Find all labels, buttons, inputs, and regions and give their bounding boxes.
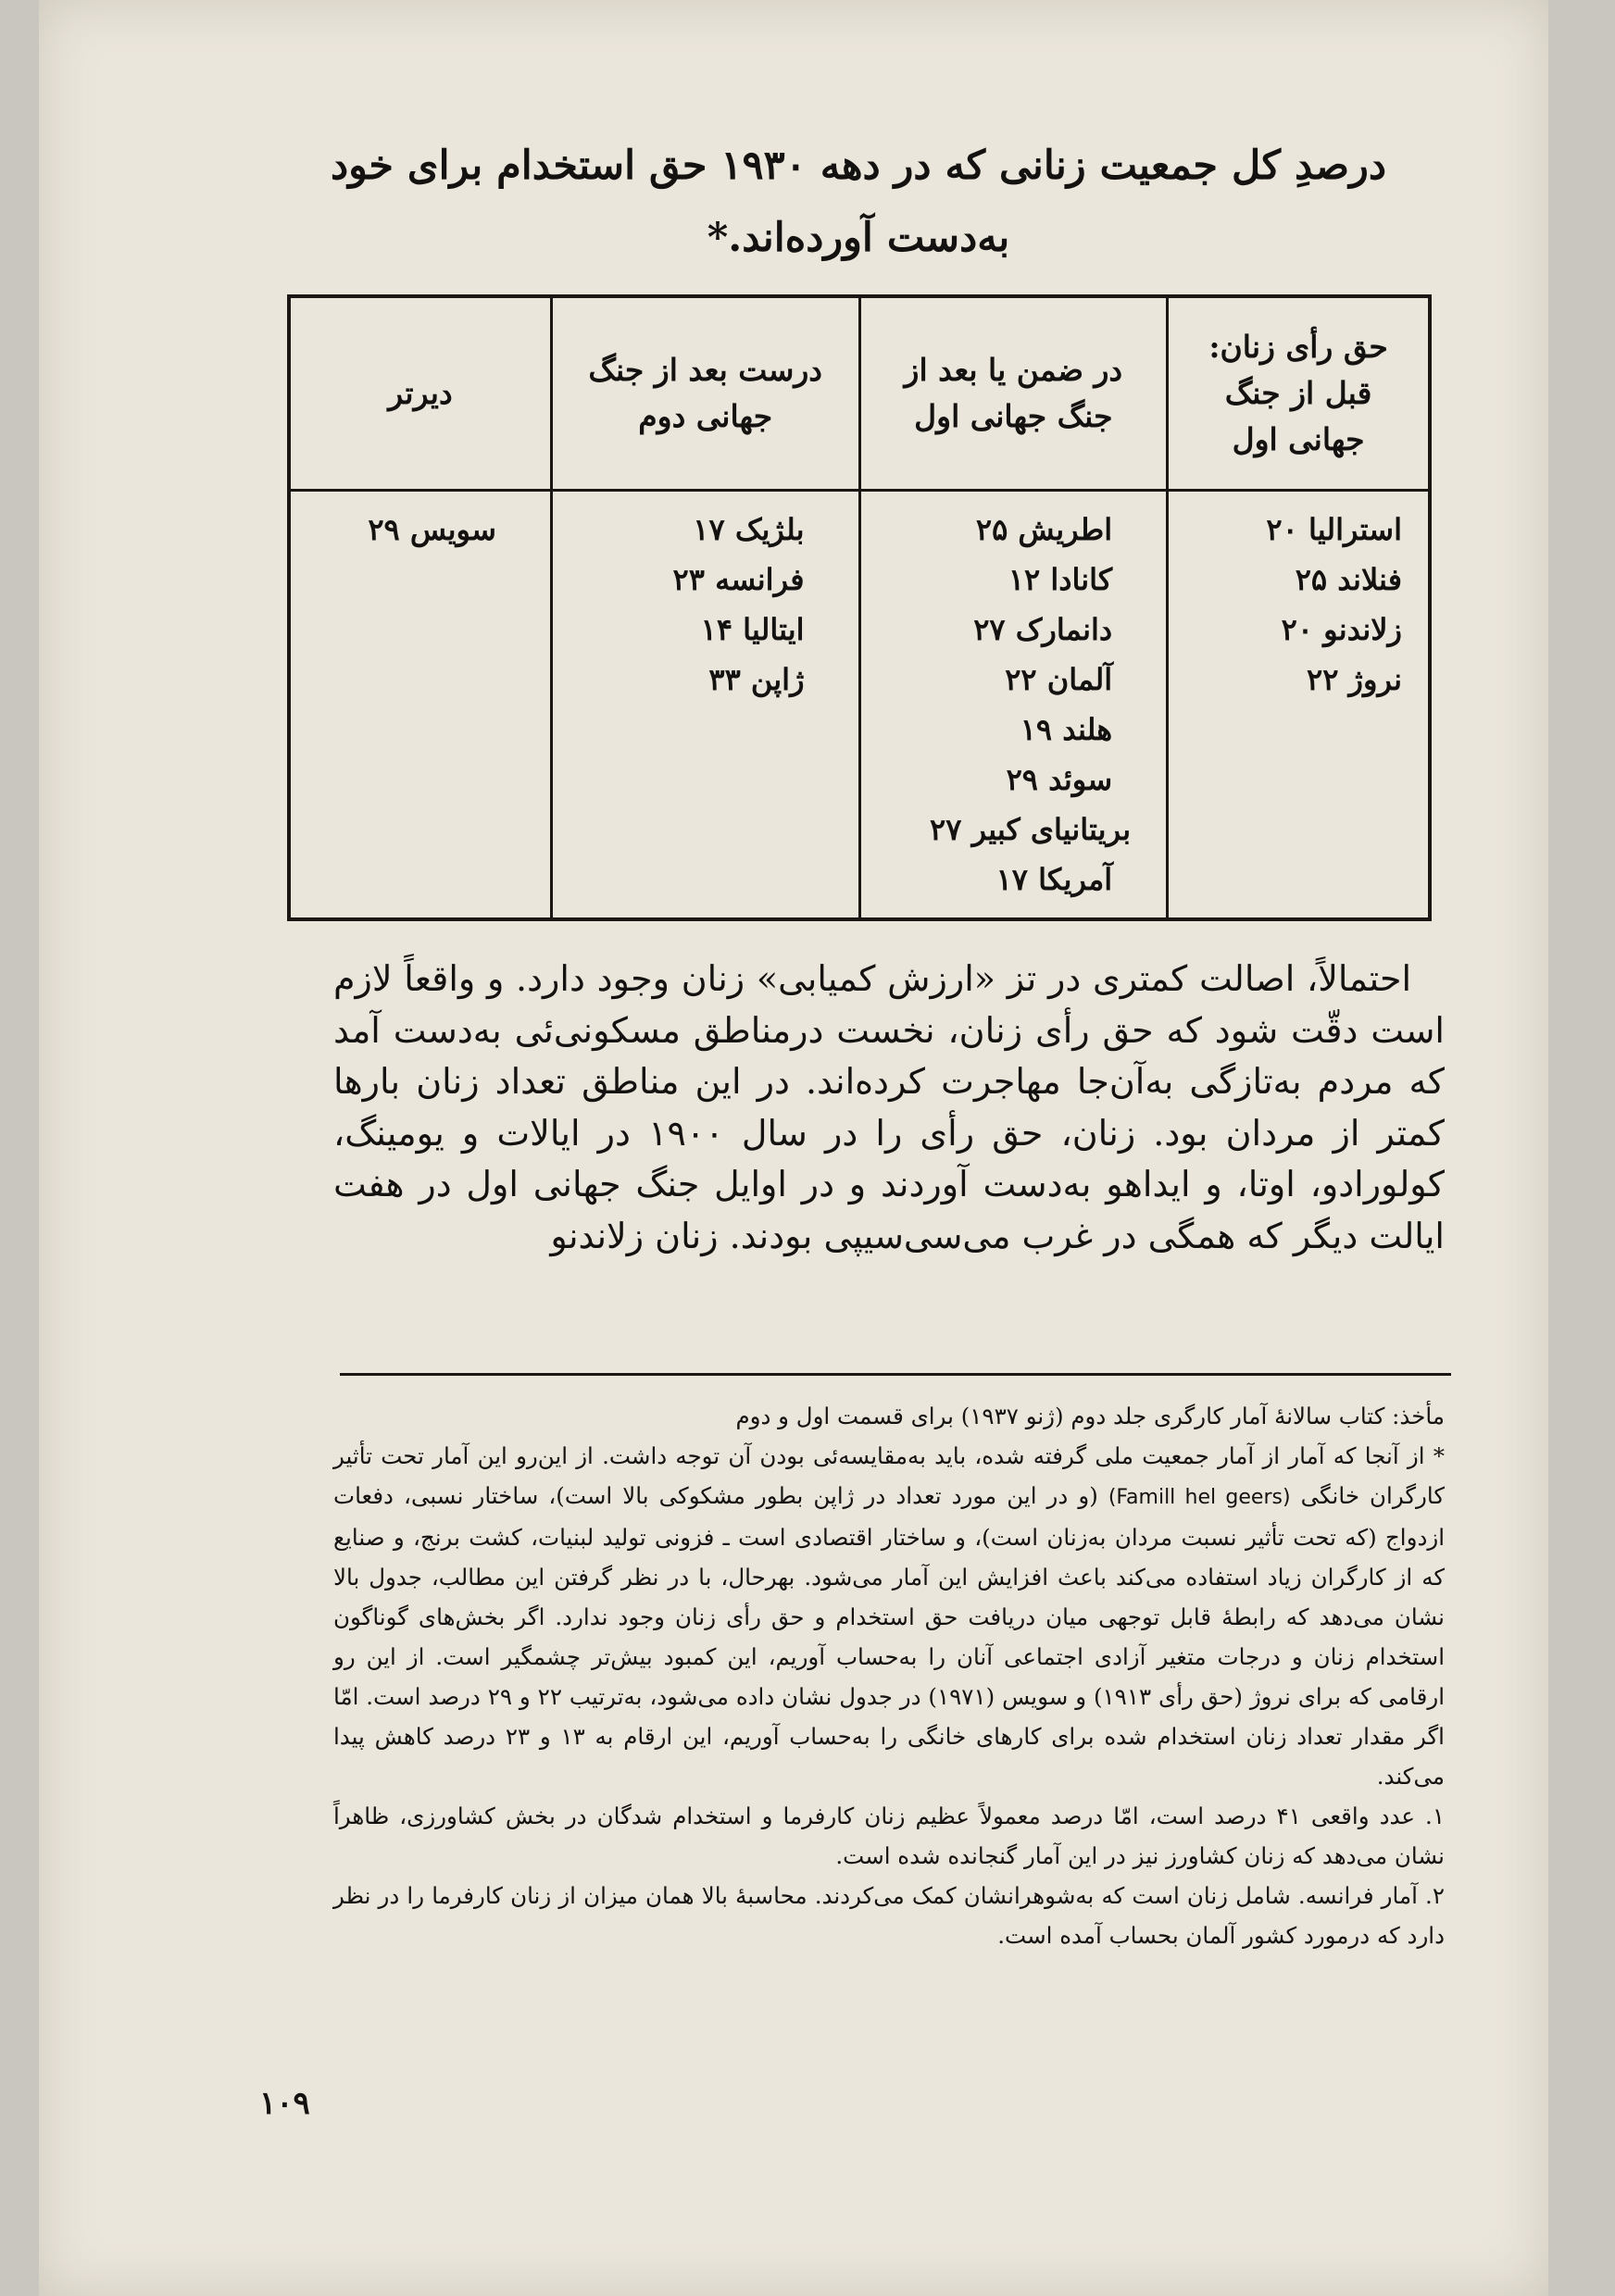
table-cell: نروژ ۲۲ [1307, 662, 1402, 697]
footnote-divider [340, 1373, 1451, 1376]
table-cell: ژاپن ۳۳ [708, 662, 805, 697]
table-cell: ایتالیا ۱۴ [700, 612, 805, 647]
header-later: دیرتر [289, 296, 551, 491]
footnote-2: ۲. آمار فرانسه. شامل زنان است که به‌شوهرانشان کمک می‌کردند. محاسبهٔ بالا همان میزان از زنان کارفرما را در نظر دارد که درمورد کشور آلمان بحساب آمده است. [333, 1882, 1445, 1949]
body-paragraph-block [333, 954, 1445, 1262]
table-cell: هلند ۱۹ [1020, 712, 1113, 747]
header-after-ww2: درست بعد از جنگ جهانی دوم [551, 296, 859, 491]
column-later [289, 491, 551, 920]
table-cell: استرالیا ۲۰ [1266, 512, 1402, 547]
header-before-ww1: حق رأی زنان: قبل از جنگ جهانی اول [1168, 296, 1430, 491]
column-during-after-ww1 [859, 491, 1168, 920]
footnotes [333, 1396, 1445, 1955]
page-number: ۱۰۹ [259, 2085, 310, 2122]
table-cell: زلاندنو ۲۰ [1281, 612, 1402, 647]
table-cell: بریتانیای کبیر ۲۷ [930, 812, 1132, 847]
page-content [39, 0, 1548, 2296]
book-page [39, 0, 1548, 2296]
footnote-latin-term: (Famill hel geers) [1108, 1486, 1291, 1509]
table-cell: فرانسه ۲۳ [672, 562, 805, 597]
footnote-star [333, 1436, 1445, 1796]
column-after-ww2 [551, 491, 859, 920]
footnote-source: مأخذ: کتاب سالانهٔ آمار کارگری جلد دوم (ژنو ۱۹۳۷) برای قسمت اول و دوم [735, 1403, 1445, 1429]
table-cell: بلژیک ۱۷ [693, 512, 805, 547]
table-cell: کانادا ۱۲ [1008, 562, 1113, 597]
body-paragraph: احتمالاً، اصالت کمتری در تز «ارزش کمیابی» زنان وجود دارد. و واقعاً لازم است دقّت شود که حق رأی زنان، نخست درمناطق مسکونی‌ئی به‌دست آمد که مردم به‌تازگی به‌آن‌جا مهاجرت کرده‌اند. در این مناطق تعداد زنان بارها کمتر از مردان بود. زنان، حق رأی را در سال ۱۹۰۰ در ایالات و یومینگ، کولورادو، اوتا، و ایداهو به‌دست آوردند و در اوایل جنگ جهانی اول در هفت ایالت دیگر که همگی در غرب می‌سی‌سیپی بودند. زنان زلاندنو [333, 958, 1445, 1256]
column-before-ww1 [1168, 491, 1430, 920]
table-cell: آمریکا ۱۷ [995, 862, 1113, 897]
footnote-star-continuation: (و در این مورد تعداد در ژاپن بطور مشکوکی بالا است)، ساختار نسبی، دفعات ازدواج (که تحت تأثیر نسبت مردان به‌زنان است)، و ساختار اقتصادی است ـ فزونی تولید لبنیات، کشت برنج، و صنایع که از کارگران زیاد استفاده می‌کند باعث افزایش این آمار می‌شود. بهرحال، با در نظر گرفتن این مطالب، جدول بالا نشان می‌دهد که رابطهٔ قابل توجهی میان دریافت حق استخدام و حق رأی زنان وجود ندارد. اگر بخش‌های گوناگون استخدام زنان و درجات متغیر آزادی اجتماعی آنان را به‌حساب آوریم، این کمبود بیش‌تر چشمگیر است. از این رو ارقامی که برای نروژ (حق رأی ۱۹۱۳) و سویس (۱۹۷۱) در جدول نشان داده می‌شود، به‌ترتیب ۲۲ و ۲۹ درصد است. امّا اگر مقدار تعداد زنان استخدام شده برای کارهای خانگی را به‌حساب آوریم، این ارقام به ۱۳ و ۲۳ درصد کاهش پیدا می‌کند. [333, 1482, 1445, 1790]
table-cell: اطریش ۲۵ [975, 512, 1113, 547]
table-title: درصدِ کل جمعیت زنانی که در دهه ۱۹۳۰ حق استخدام برای خود به‌دست آورده‌اند.* [331, 143, 1386, 261]
table-header-row [289, 296, 1430, 491]
table-row [289, 491, 1430, 920]
suffrage-table [287, 294, 1432, 921]
footnote-star-text: * از آنجا که آمار از آمار جمعیت ملی گرفته شده، باید به‌مقایسه‌ئی بودن آن توجه داشت. از این‌رو این آمار تحت تأثیر کارگران خانگی [333, 1442, 1445, 1509]
table-cell: دانمارک ۲۷ [973, 612, 1113, 647]
table-cell: فنلاند ۲۵ [1295, 562, 1402, 597]
header-during-after-ww1: در ضمن یا بعد از جنگ جهانی اول [859, 296, 1168, 491]
table-cell: سوئد ۲۹ [1006, 762, 1113, 797]
table-cell: آلمان ۲۲ [1005, 662, 1113, 697]
table-cell: سویس ۲۹ [368, 512, 496, 547]
footnote-1: ۱. عدد واقعی ۴۱ درصد است، امّا درصد معمولاً عظیم زنان کارفرما و استخدام شدگان در بخش کشاورزی، ظاهراً نشان می‌دهد که زنان کشاورز نیز در این آمار گنجانده شده است. [333, 1803, 1445, 1869]
